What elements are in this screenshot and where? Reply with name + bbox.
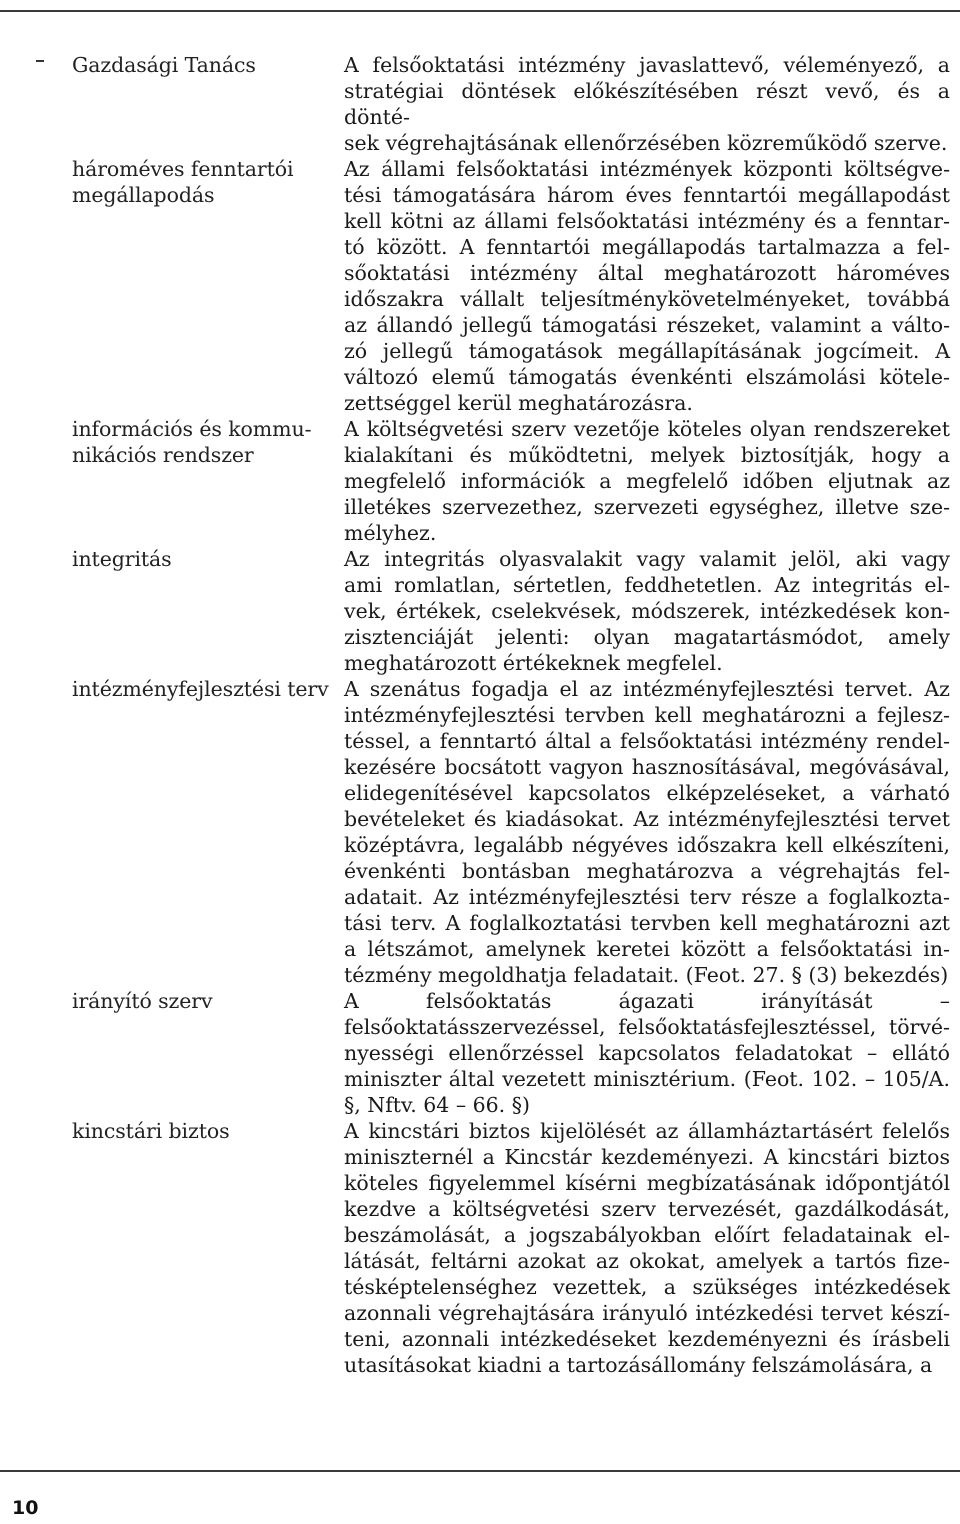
page-number: 10 [12,1497,39,1519]
definition-line: miniszternél a Kincstár kezdeményezi. A kincstári biztos [344,1145,950,1169]
definition-line: köteles figyelemmel kísérni megbízatásának időpontjától [344,1171,950,1195]
definition-line: a létszámot, amelynek keretei között a felsőoktatási in- [344,937,950,961]
top-rule [0,10,960,12]
definition-line: bevételeket és kiadásokat. Az intézményfejlesztési tervet [344,807,950,831]
definition-line: §, Nftv. 64 – 66. §) [344,1093,530,1117]
definition-line: A költségvetési szerv vezetője köteles olyan rendszereket [344,417,950,441]
definition-line: kezésére bocsátott vagyon hasznosításával, megóvásával, [344,755,950,779]
definition-line: A felsőoktatási intézmény javaslattevő, véleményező, a [344,53,950,77]
glossary-entry [0,676,960,988]
definition-line: időszakra vállalt teljesítménykövetelményeket, továbbá [344,287,950,311]
definition-line: elidegenítésével kapcsolatos elképzeléseket, a várható [344,781,950,805]
bottom-rule [0,1470,960,1472]
definition-line: sőoktatási intézmény által meghatározott hároméves [344,261,950,285]
term-line: hároméves fenntartói [72,157,294,181]
definition-line: tási terv. A foglalkoztatási tervben kell meghatározni azt [344,911,950,935]
glossary-list [0,52,960,1378]
definition-line: beszámolását, a jogszabályokban előírt feladatainak el- [344,1223,950,1247]
definition-line: nyességi ellenőrzéssel kapcsolatos feladatokat – ellátó [344,1041,950,1065]
definition-line: meghatározott értékeknek megfelel. [344,651,723,675]
definition-line: kell kötni az állami felsőoktatási intézmény és a fenntar- [344,209,950,233]
glossary-term [0,546,344,572]
definition-line: utasításokat kiadni a tartozásállomány felszámolására, a [344,1353,933,1377]
definition-line: adatait. Az intézményfejlesztési terv része a foglalkozta- [344,885,950,909]
definition-line: az állandó jellegű támogatási részeket, valamint a válto- [344,313,950,337]
definition-line: évenkénti bontásban meghatározva a végrehajtás fel- [344,859,950,883]
definition-line: Az állami felsőoktatási intézmények központi költségve- [344,157,950,181]
term-line: Gazdasági Tanács [72,53,256,77]
term-line: megállapodás [72,183,215,207]
glossary-definition [344,156,950,416]
definition-line: mélyhez. [344,521,437,545]
definition-line: intézményfejlesztési tervben kell meghatározni a fejlesz- [344,703,950,727]
definition-line: középtávra, legalább négyéves időszakra kell elkészíteni, [344,833,950,857]
glossary-term [0,1118,344,1144]
glossary-term [0,988,344,1014]
term-line: intézményfejlesztési terv [72,677,329,701]
term-line: irányító szerv [72,989,213,1013]
glossary-definition [344,52,950,156]
definition-line: sek végrehajtásának ellenőrzésében közreműködő szerve. [344,131,948,155]
glossary-definition [344,416,950,546]
glossary-term [0,52,344,78]
term-line: információs és kommu- [72,417,312,441]
definition-line: teni, azonnali intézkedéseket kezdeményezni és írásbeli [344,1327,950,1351]
definition-line: A felsőoktatás ágazati irányítását – [344,989,950,1013]
definition-line: tézmény megoldhatja feladatait. (Feot. 27. § (3) bekezdés) [344,963,949,987]
glossary-term [0,156,344,208]
definition-line: téssel, a fenntartó által a felsőoktatási intézmény rendel- [344,729,950,753]
definition-line: tési támogatására három éves fenntartói megállapodást [344,183,950,207]
glossary-definition [344,1118,950,1378]
definition-line: megfelelő információk a megfelelő időben eljutnak az [344,469,950,493]
glossary-entry [0,416,960,546]
glossary-entry [0,546,960,676]
definition-line: kezdve a költségvetési szerv tervezését, gazdálkodását, [344,1197,950,1221]
definition-line: zisztenciáját jelenti: olyan magatartásmódot, amely [344,625,950,649]
glossary-entry [0,988,960,1118]
definition-line: tó között. A fenntartói megállapodás tartalmazza a fel- [344,235,950,259]
definition-line: változó elemű támogatás évenkénti elszámolási kötele- [344,365,950,389]
term-line: integritás [72,547,172,571]
definition-line: tésképtelenséghez vezettek, a szükséges intézkedések [344,1275,950,1299]
glossary-entry [0,52,960,156]
definition-line: miniszter által vezetett minisztérium. (Feot. 102. – 105/A. [344,1067,950,1091]
definition-line: Az integritás olyasvalakit vagy valamit jelöl, aki vagy [344,547,950,571]
definition-line: stratégiai döntések előkészítésében részt vevő, és a dönté- [344,79,950,129]
definition-line: látását, feltárni azokat az okokat, amelyek a tartós fize- [344,1249,950,1273]
glossary-entry [0,156,960,416]
definition-line: illetékes szervezethez, szervezeti egységhez, illetve sze- [344,495,950,519]
definition-line: ami romlatlan, sértetlen, feddhetetlen. Az integritás el- [344,573,950,597]
definition-line: felsőoktatásszervezéssel, felsőoktatásfejlesztéssel, törvé- [344,1015,950,1039]
glossary-definition [344,988,950,1118]
term-line: kincstári biztos [72,1119,230,1143]
definition-line: A kincstári biztos kijelölését az államháztartásért felelős [344,1119,950,1143]
definition-line: vek, értékek, cselekvések, módszerek, intézkedések kon- [344,599,950,623]
definition-line: zó jellegű támogatások megállapításának jogcímeit. A [344,339,950,363]
term-line: nikációs rendszer [72,443,254,467]
definition-line: azonnali végrehajtására irányuló intézkedési tervet készí- [344,1301,950,1325]
glossary-entry [0,1118,960,1378]
definition-line: A szenátus fogadja el az intézményfejlesztési tervet. Az [344,677,950,701]
glossary-term [0,676,344,702]
definition-line: zettséggel kerül meghatározásra. [344,391,693,415]
glossary-term [0,416,344,468]
glossary-definition [344,676,950,988]
glossary-definition [344,546,950,676]
definition-line: kialakítani és működtetni, melyek biztosítják, hogy a [344,443,950,467]
